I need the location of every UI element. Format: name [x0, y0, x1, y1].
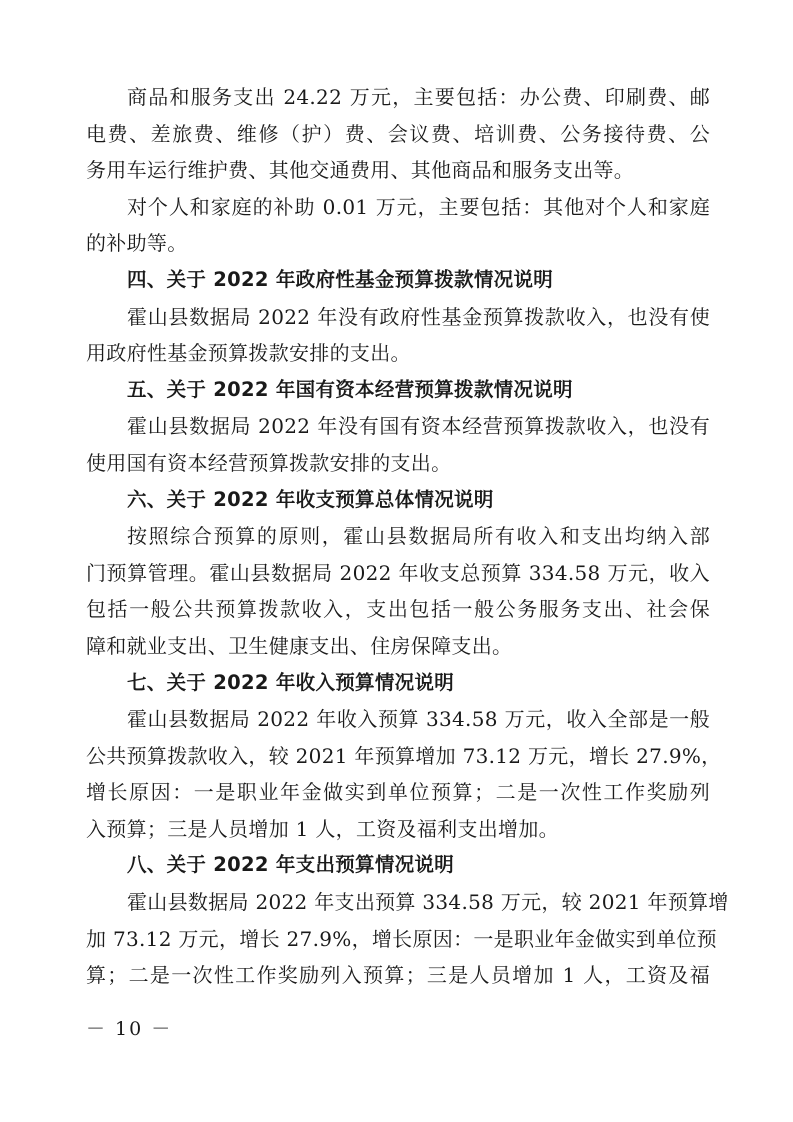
section-heading: 五、关于 2022 年国有资本经营预算拨款情况说明: [127, 377, 573, 401]
paragraph-line: 电费、差旅费、维修（护）费、会议费、培训费、公务接待费、公: [86, 121, 710, 146]
paragraph-line: 商品和服务支出 24.22 万元，主要包括：办公费、印刷费、邮: [127, 85, 710, 109]
paragraph-line: 包括一般公共预算拨款收入，支出包括一般公务服务支出、社会保: [86, 597, 710, 622]
page-number: － 10 －: [86, 1018, 173, 1040]
section-heading: 七、关于 2022 年收入预算情况说明: [127, 670, 455, 694]
section-heading: 八、关于 2022 年支出预算情况说明: [127, 853, 455, 877]
paragraph-line: 的补助等。: [86, 231, 188, 256]
paragraph-line: 入预算；三是人员增加 1 人，工资及福利支出增加。: [86, 816, 559, 841]
paragraph-line: 霍山县数据局 2022 年没有国有资本经营预算拨款收入，也没有: [127, 414, 710, 439]
paragraph-line: 霍山县数据局 2022 年收入预算 334.58 万元，收入全部是一般: [127, 707, 710, 732]
section-heading: 四、关于 2022 年政府性基金预算拨款情况说明: [127, 267, 554, 291]
paragraph-line: 使用国有资本经营预算拨款安排的支出。: [86, 450, 452, 475]
section-heading: 六、关于 2022 年收支预算总体情况说明: [127, 487, 494, 511]
paragraph-line: 增长原因：一是职业年金做实到单位预算；二是一次性工作奖励列: [86, 780, 710, 805]
paragraph-line: 霍山县数据局 2022 年没有政府性基金预算拨款收入，也没有使: [127, 304, 710, 329]
paragraph-line: 务用车运行维护费、其他交通费用、其他商品和服务支出等。: [86, 158, 635, 183]
paragraph-line: 门预算管理。霍山县数据局 2022 年收支总预算 334.58 万元，收入: [86, 560, 710, 585]
paragraph-line: 公共预算拨款收入，较 2021 年预算增加 73.12 万元，增长 27.9%，: [86, 743, 722, 768]
paragraph-line: 算；二是一次性工作奖励列入预算；三是人员增加 1 人，工资及福: [86, 963, 710, 988]
paragraph-line: 障和就业支出、卫生健康支出、住房保障支出。: [86, 633, 513, 658]
paragraph-line: 按照综合预算的原则，霍山县数据局所有收入和支出均纳入部: [127, 524, 710, 549]
paragraph-line: 用政府性基金预算拨款安排的支出。: [86, 341, 411, 366]
document-body: [86, 79, 729, 994]
paragraph-line: 对个人和家庭的补助 0.01 万元，主要包括：其他对个人和家庭: [127, 194, 710, 219]
paragraph-line: 霍山县数据局 2022 年支出预算 334.58 万元，较 2021 年预算增: [127, 890, 729, 915]
paragraph-line: 加 73.12 万元，增长 27.9%，增长原因：一是职业年金做实到单位预: [86, 926, 717, 951]
